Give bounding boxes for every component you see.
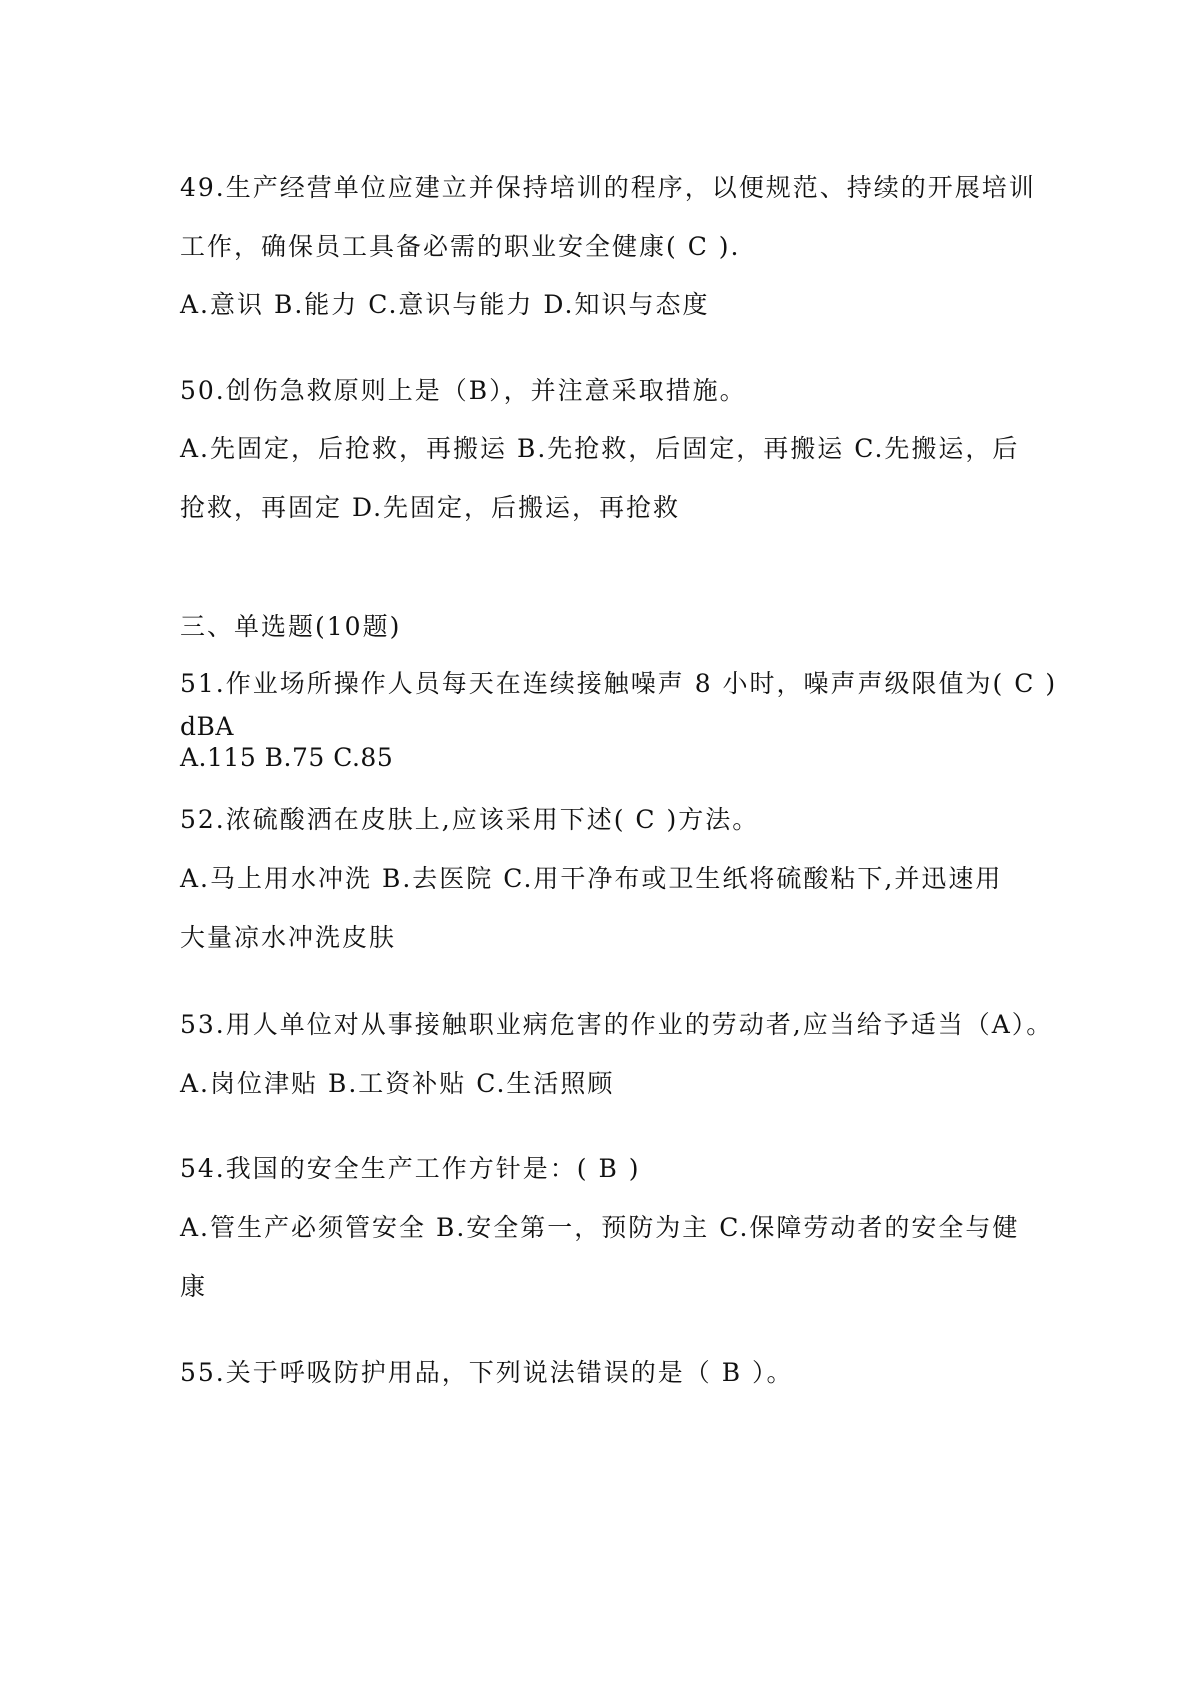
- question-51-text-line-1: 51.作业场所操作人员每天在连续接触噪声 8 小时，噪声声级限值为( C ): [180, 669, 1058, 698]
- question-54-options-line-1: A.管生产必须管安全 B.安全第一，预防为主 C.保障劳动者的安全与健: [180, 1213, 1020, 1242]
- question-51-text-line-2: dBA: [180, 712, 234, 741]
- question-50-options-line-2: 抢救，再固定 D.先固定，后搬运，再抢救: [180, 493, 681, 522]
- question-52-options-line-2: 大量凉水冲洗皮肤: [180, 923, 397, 952]
- question-50-text: 50.创伤急救原则上是（B），并注意采取措施。: [180, 376, 747, 405]
- question-55-text: 55.关于呼吸防护用品，下列说法错误的是（ B ）。: [180, 1358, 794, 1387]
- question-49-options: A.意识 B.能力 C.意识与能力 D.知识与态度: [180, 290, 710, 319]
- question-52-options-line-1: A.马上用水冲洗 B.去医院 C.用干净布或卫生纸将硫酸粘下,并迅速用: [180, 864, 1003, 893]
- question-54-text: 54.我国的安全生产工作方针是：( B ): [180, 1154, 641, 1183]
- question-49-text-line-1: 49.生产经营单位应建立并保持培训的程序，以便规范、持续的开展培训: [180, 173, 1036, 202]
- question-52-text: 52.浓硫酸洒在皮肤上,应该采用下述( C )方法。: [180, 805, 760, 834]
- question-49-text-line-2: 工作，确保员工具备必需的职业安全健康( C ).: [180, 232, 741, 261]
- question-53-text: 53.用人单位对从事接触职业病危害的作业的劳动者,应当给予适当（A）。: [180, 1010, 1054, 1039]
- section-heading: 三、单选题(10题): [180, 612, 402, 641]
- question-53-options: A.岗位津贴 B.工资补贴 C.生活照顾: [180, 1069, 615, 1098]
- question-51-options: A.115 B.75 C.85: [180, 743, 394, 772]
- question-54-options-line-2: 康: [180, 1272, 208, 1301]
- question-50-options-line-1: A.先固定，后抢救，再搬运 B.先抢救，后固定，再搬运 C.先搬运，后: [180, 434, 1020, 463]
